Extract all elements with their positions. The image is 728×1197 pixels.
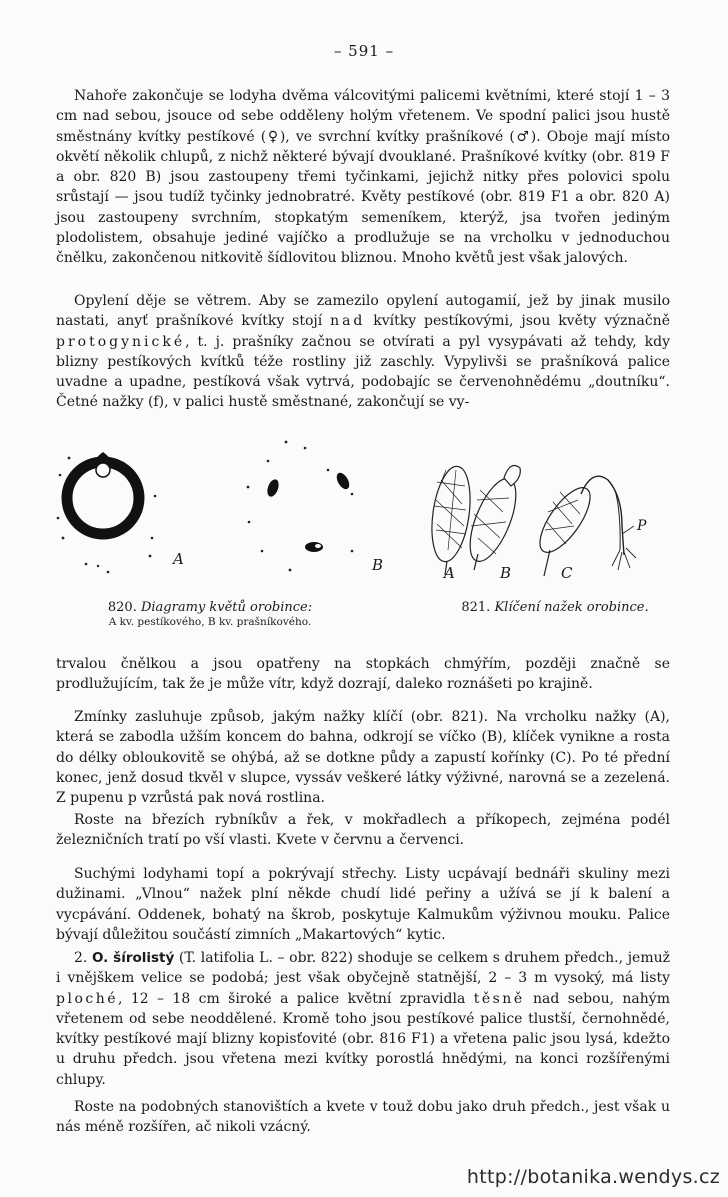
paragraph-2-text-b: kvítky pestíkovými, jsou květy význačně <box>365 313 670 330</box>
paragraph-7-text-b: , 12 – 18 cm široké a palice květní zpravidla <box>118 990 474 1007</box>
fig820-label-a: A <box>173 550 184 568</box>
fig821-caption-number: 821. <box>461 600 491 615</box>
fig821-label-a: A <box>444 564 455 582</box>
spaced-word-tesne: těsně <box>473 990 525 1007</box>
paragraph-6: Suchými lodyhami topí a pokrývají střechy. Listy ucpávají bednáři skuliny mezi dužinami. „Vlnou“ nažek plní někde chudí lidé peřiny a užívá se jí k balení a vycpávání. Oddenek, bohatý na škrob, poskytuje Kalmukům výživnou mouku. Palice bývají důležitou součástí zimních „Makartových“ kytic. <box>56 866 670 943</box>
diagram-b-male <box>247 441 354 572</box>
paragraph-3: trvalou čnělkou a jsou opatřeny na stopkách chmýřím, později značně se prodlužujícím, tak že je může vítr, když dozrají, daleko roznášeti po krajině. <box>56 656 670 693</box>
paragraph-7 <box>56 948 670 1090</box>
paragraph-2-text-c: , t. j. prašníky začnou se otvírati a pyl vysypávati až tehdy, kdy blizny pestíkových kvítků téže rostliny již zaschly. Vypylivši se prašníková palice uvadne a upadne, pestíková však vytrvá, podobajíc se červenohnědému „doutníku“. Četné nažky (f), v palici hustě směstnané, zakončují se vy- <box>56 333 670 411</box>
spaced-word-nad: nad <box>330 313 366 330</box>
fig821-label-p: P <box>637 518 647 534</box>
spaced-word-protogynicke: protogynické <box>56 333 186 350</box>
fig820-caption-sub: A kv. pestíkového, B kv. prašníkového. <box>108 616 312 628</box>
paragraph-7-text-a: (T. latifolia L. – obr. 822) shoduje se celkem s druhem předch., jemuž i vnějškem velice se podobá; jest však obyčejně statnější, 2 – 3 m vysoký, má listy <box>56 950 670 987</box>
paragraph-7-text-c: nad sebou, nahým vřetenem od sebe neoddělené. Kromě toho jsou pestíkové palice tlustší, černohnědé, kvítky pestíkové mají blizny kopisťovité (obr. 816 F1) a vřetena palic jsou lysá, kdežto u druhu předch. jsou vřetena mezi kvítky porostlá hnědými, na konci rozšířenými chlupy. <box>56 990 670 1088</box>
page-number: – 591 – <box>333 42 395 60</box>
fig821-caption-title: Klíčení nažek orobince. <box>494 600 649 615</box>
paragraph-2 <box>56 291 670 413</box>
species-name: O. šírolistý <box>91 950 175 966</box>
species-number: 2. <box>74 950 92 966</box>
paragraph-8: Roste na podobných stanovištích a kvete v touž dobu jako druh předch., jest však u nás méně rozšířen, ač nikoli vzácný. <box>56 1099 670 1136</box>
fig820-caption <box>80 600 340 628</box>
fig821-label-b: B <box>500 564 512 582</box>
paragraph-4: Zmínky zasluhuje způsob, jakým nažky klíčí (obr. 821). Na vrcholku nažky (A), která se zabodla užším koncem do bahna, odkrojí se víčko (B), klíček vynikne a rosta do délky obloukovitě se ohýbá, až se dotkne půdy a zapustí kořínky (C). Po té přední konec, jenž dosud tkvěl v slupce, vyssáv veškeré látky výživné, narovná se a zezelená. Z pupenu p vzrůstá pak nová rostlina. <box>56 709 670 807</box>
diagram-a-female <box>57 452 157 573</box>
paragraph-1: Nahoře zakončuje se lodyha dvěma válcovitými palicemi květními, které stojí 1 – 3 cm nad sebou, jsouce od sebe odděleny holým vřetenem. Ve spodní palici jsou hustě směstnány kvítky pestíkové (♀), ve svrchní kvítky prašníkové (♂). Oboje mají místo okvětí několik chlupů, z nichž některé bývají dvouklané. Prašníkové kvítky (obr. 819 F a obr. 820 B) jsou zastoupeny třemi tyčinkami, jejichž nitky přes polovici spolu srůstají — jsou tudíž tyčinky jednobratré. Květy pestíkové (obr. 819 F1 a obr. 820 A) jsou zastoupeny svrchním, stopkatým semeníkem, kterýž, jsa tvořen jediným plodolistem, obsahuje jediné vajíčko a prodlužuje se na vrcholku v jednoduchou čnělku, zakončenou nitkovitě šídlovitou bliznou. Mnoho květů jest však jalových. <box>56 88 670 267</box>
fig820-caption-title: Diagramy květů orobince: <box>140 600 313 615</box>
paragraph-2-text-a: Opylení děje se větrem. Aby se zamezilo opylení autogamií, jež by jinak musilo nastati, anyť prašníkové kvítky stojí <box>56 293 670 330</box>
fig821-label-c: C <box>561 564 573 582</box>
fig820-caption-number: 820. <box>107 600 137 615</box>
spaced-word-ploche: ploché <box>56 990 119 1007</box>
fig820-label-b: B <box>372 556 384 574</box>
figure-821-germination <box>426 464 636 576</box>
source-url[interactable]: http://botanika.wendys.cz <box>466 1166 720 1188</box>
figures-row <box>0 430 728 650</box>
fig821-caption <box>430 600 680 615</box>
paragraph-5: Roste na březích rybníkův a řek, v mokřadlech a příkopech, zejména podél železničních tratí po vší vlasti. Kvete v červnu a červenci. <box>56 812 670 849</box>
